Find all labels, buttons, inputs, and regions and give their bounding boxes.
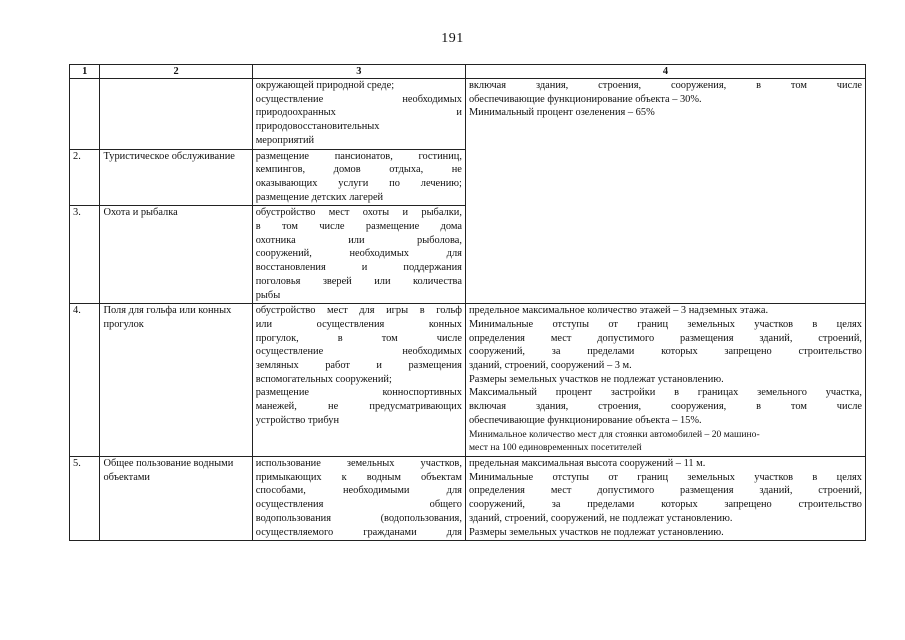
row-use-name: Туристическое обслуживание bbox=[100, 149, 252, 206]
text-line: включая здания, строения, сооружения, в том числе bbox=[468, 401, 862, 413]
text-line: использование земельных участков, bbox=[255, 457, 462, 469]
table-row bbox=[70, 79, 866, 150]
text-line: поголовья зверей или количества bbox=[255, 275, 462, 287]
text-line: земляных работ и размещения bbox=[255, 360, 462, 372]
text-line: сооружений, за пределами которых запрещено строительство bbox=[468, 499, 862, 511]
row-parameters bbox=[465, 456, 865, 540]
row-number: 3. bbox=[70, 206, 100, 304]
text-line: манежей, не предусматривающих bbox=[255, 401, 462, 413]
row-description bbox=[252, 456, 465, 540]
text-line: оказывающих услуги по лечению; bbox=[255, 177, 462, 189]
row-description bbox=[252, 79, 465, 150]
row-number: 4. bbox=[70, 304, 100, 457]
text-line: размещение конноспортивных bbox=[255, 387, 462, 399]
text-line: предельное максимальное количество этажей – 3 надземных этажа. bbox=[468, 305, 769, 317]
text-line: зданий, строений, сооружений, не подлежат установлению. bbox=[468, 512, 733, 524]
text-line: Минимальный процент озеленения – 65% bbox=[468, 107, 655, 119]
text-line: охотника или рыболова, bbox=[255, 234, 462, 246]
row-description bbox=[252, 206, 465, 304]
text-line: вспомогательных сооружений; bbox=[255, 373, 392, 385]
row-parameters bbox=[465, 304, 865, 457]
row-description bbox=[252, 149, 465, 206]
row-parameters bbox=[465, 79, 865, 304]
text-line: способами, необходимыми для bbox=[255, 485, 462, 497]
text-line: определения мест допустимого размещения зданий, строений, bbox=[468, 332, 862, 344]
text-line: окружающей природной среде; bbox=[255, 80, 395, 91]
text-line: рыбы bbox=[255, 289, 281, 301]
text-line: природовосстановительных bbox=[255, 121, 380, 133]
text-line: Минимальные отступы от границ земельных участков в целях bbox=[468, 471, 862, 483]
row-number bbox=[70, 79, 100, 150]
text-line: кемпингов, домов отдыха, не bbox=[255, 164, 462, 176]
row-use-name: Поля для гольфа или конных прогулок bbox=[100, 304, 252, 457]
page-number: 191 bbox=[441, 31, 464, 46]
table-row bbox=[70, 456, 866, 540]
text-line: прогулок, в том числе bbox=[255, 332, 462, 344]
text-line: сооружений, за пределами которых запрещено строительство bbox=[468, 346, 862, 358]
text-line: предельная максимальная высота сооружений – 11 м. bbox=[468, 457, 706, 469]
text-line: осуществление необходимых bbox=[255, 346, 462, 358]
text-line: восстановления и поддержания bbox=[255, 262, 462, 274]
row-description bbox=[252, 304, 465, 457]
text-line: обустройство мест охоты и рыбалки, bbox=[255, 207, 462, 219]
text-line: в том числе размещение дома bbox=[255, 221, 462, 233]
row-use-name: Общее пользование водными объектами bbox=[100, 456, 252, 540]
text-line: Максимальный процент застройки в границах земельного участка, bbox=[468, 387, 862, 399]
text-line: осуществление необходимых bbox=[255, 93, 462, 105]
text-line: зданий, строений, сооружений – 3 м. bbox=[468, 360, 632, 372]
text-line: Минимальное количество мест для стоянки автомобилей – 20 машино- bbox=[468, 428, 760, 440]
text-line: размещение детских лагерей bbox=[255, 191, 384, 203]
text-line: осуществляемого гражданами для bbox=[255, 526, 462, 538]
table-row bbox=[70, 304, 866, 457]
text-line: включая здания, строения, сооружения, в том числе bbox=[468, 80, 862, 91]
text-line: размещение пансионатов, гостиниц, bbox=[255, 150, 462, 162]
text-line: или осуществления конных bbox=[255, 318, 462, 330]
header-col-2: 2 bbox=[100, 65, 252, 79]
text-line: водопользования (водопользования, bbox=[255, 512, 462, 524]
row-use-name: Охота и рыбалка bbox=[100, 206, 252, 304]
text-line: сооружений, необходимых для bbox=[255, 248, 462, 260]
text-line: мероприятий bbox=[255, 134, 315, 146]
text-line: примыкающих к водным объектам bbox=[255, 471, 462, 483]
text-line: Размеры земельных участков не подлежат установлению. bbox=[468, 526, 724, 538]
text-line: определения мест допустимого размещения зданий, строений, bbox=[468, 485, 862, 497]
text-line: обустройство мест для игры в гольф bbox=[255, 305, 462, 317]
text-line: обеспечивающие функционирование объекта – 30%. bbox=[468, 93, 702, 105]
row-number: 5. bbox=[70, 456, 100, 540]
row-number: 2. bbox=[70, 149, 100, 206]
header-col-1: 1 bbox=[70, 65, 100, 79]
regulations-table bbox=[69, 64, 866, 541]
text-line: осуществления общего bbox=[255, 499, 462, 511]
row-use-name bbox=[100, 79, 252, 150]
text-line: мест на 100 единовременных посетителей bbox=[468, 442, 642, 454]
header-col-3: 3 bbox=[252, 65, 465, 79]
text-line: Минимальные отступы от границ земельных участков в целях bbox=[468, 318, 862, 330]
text-line: обеспечивающие функционирование объекта – 15%. bbox=[468, 414, 702, 426]
header-col-4: 4 bbox=[465, 65, 865, 79]
text-line: природоохранных и bbox=[255, 107, 462, 119]
table-header-row bbox=[70, 65, 866, 79]
text-line: устройство трибун bbox=[255, 414, 340, 426]
text-line: Размеры земельных участков не подлежат установлению. bbox=[468, 373, 724, 385]
